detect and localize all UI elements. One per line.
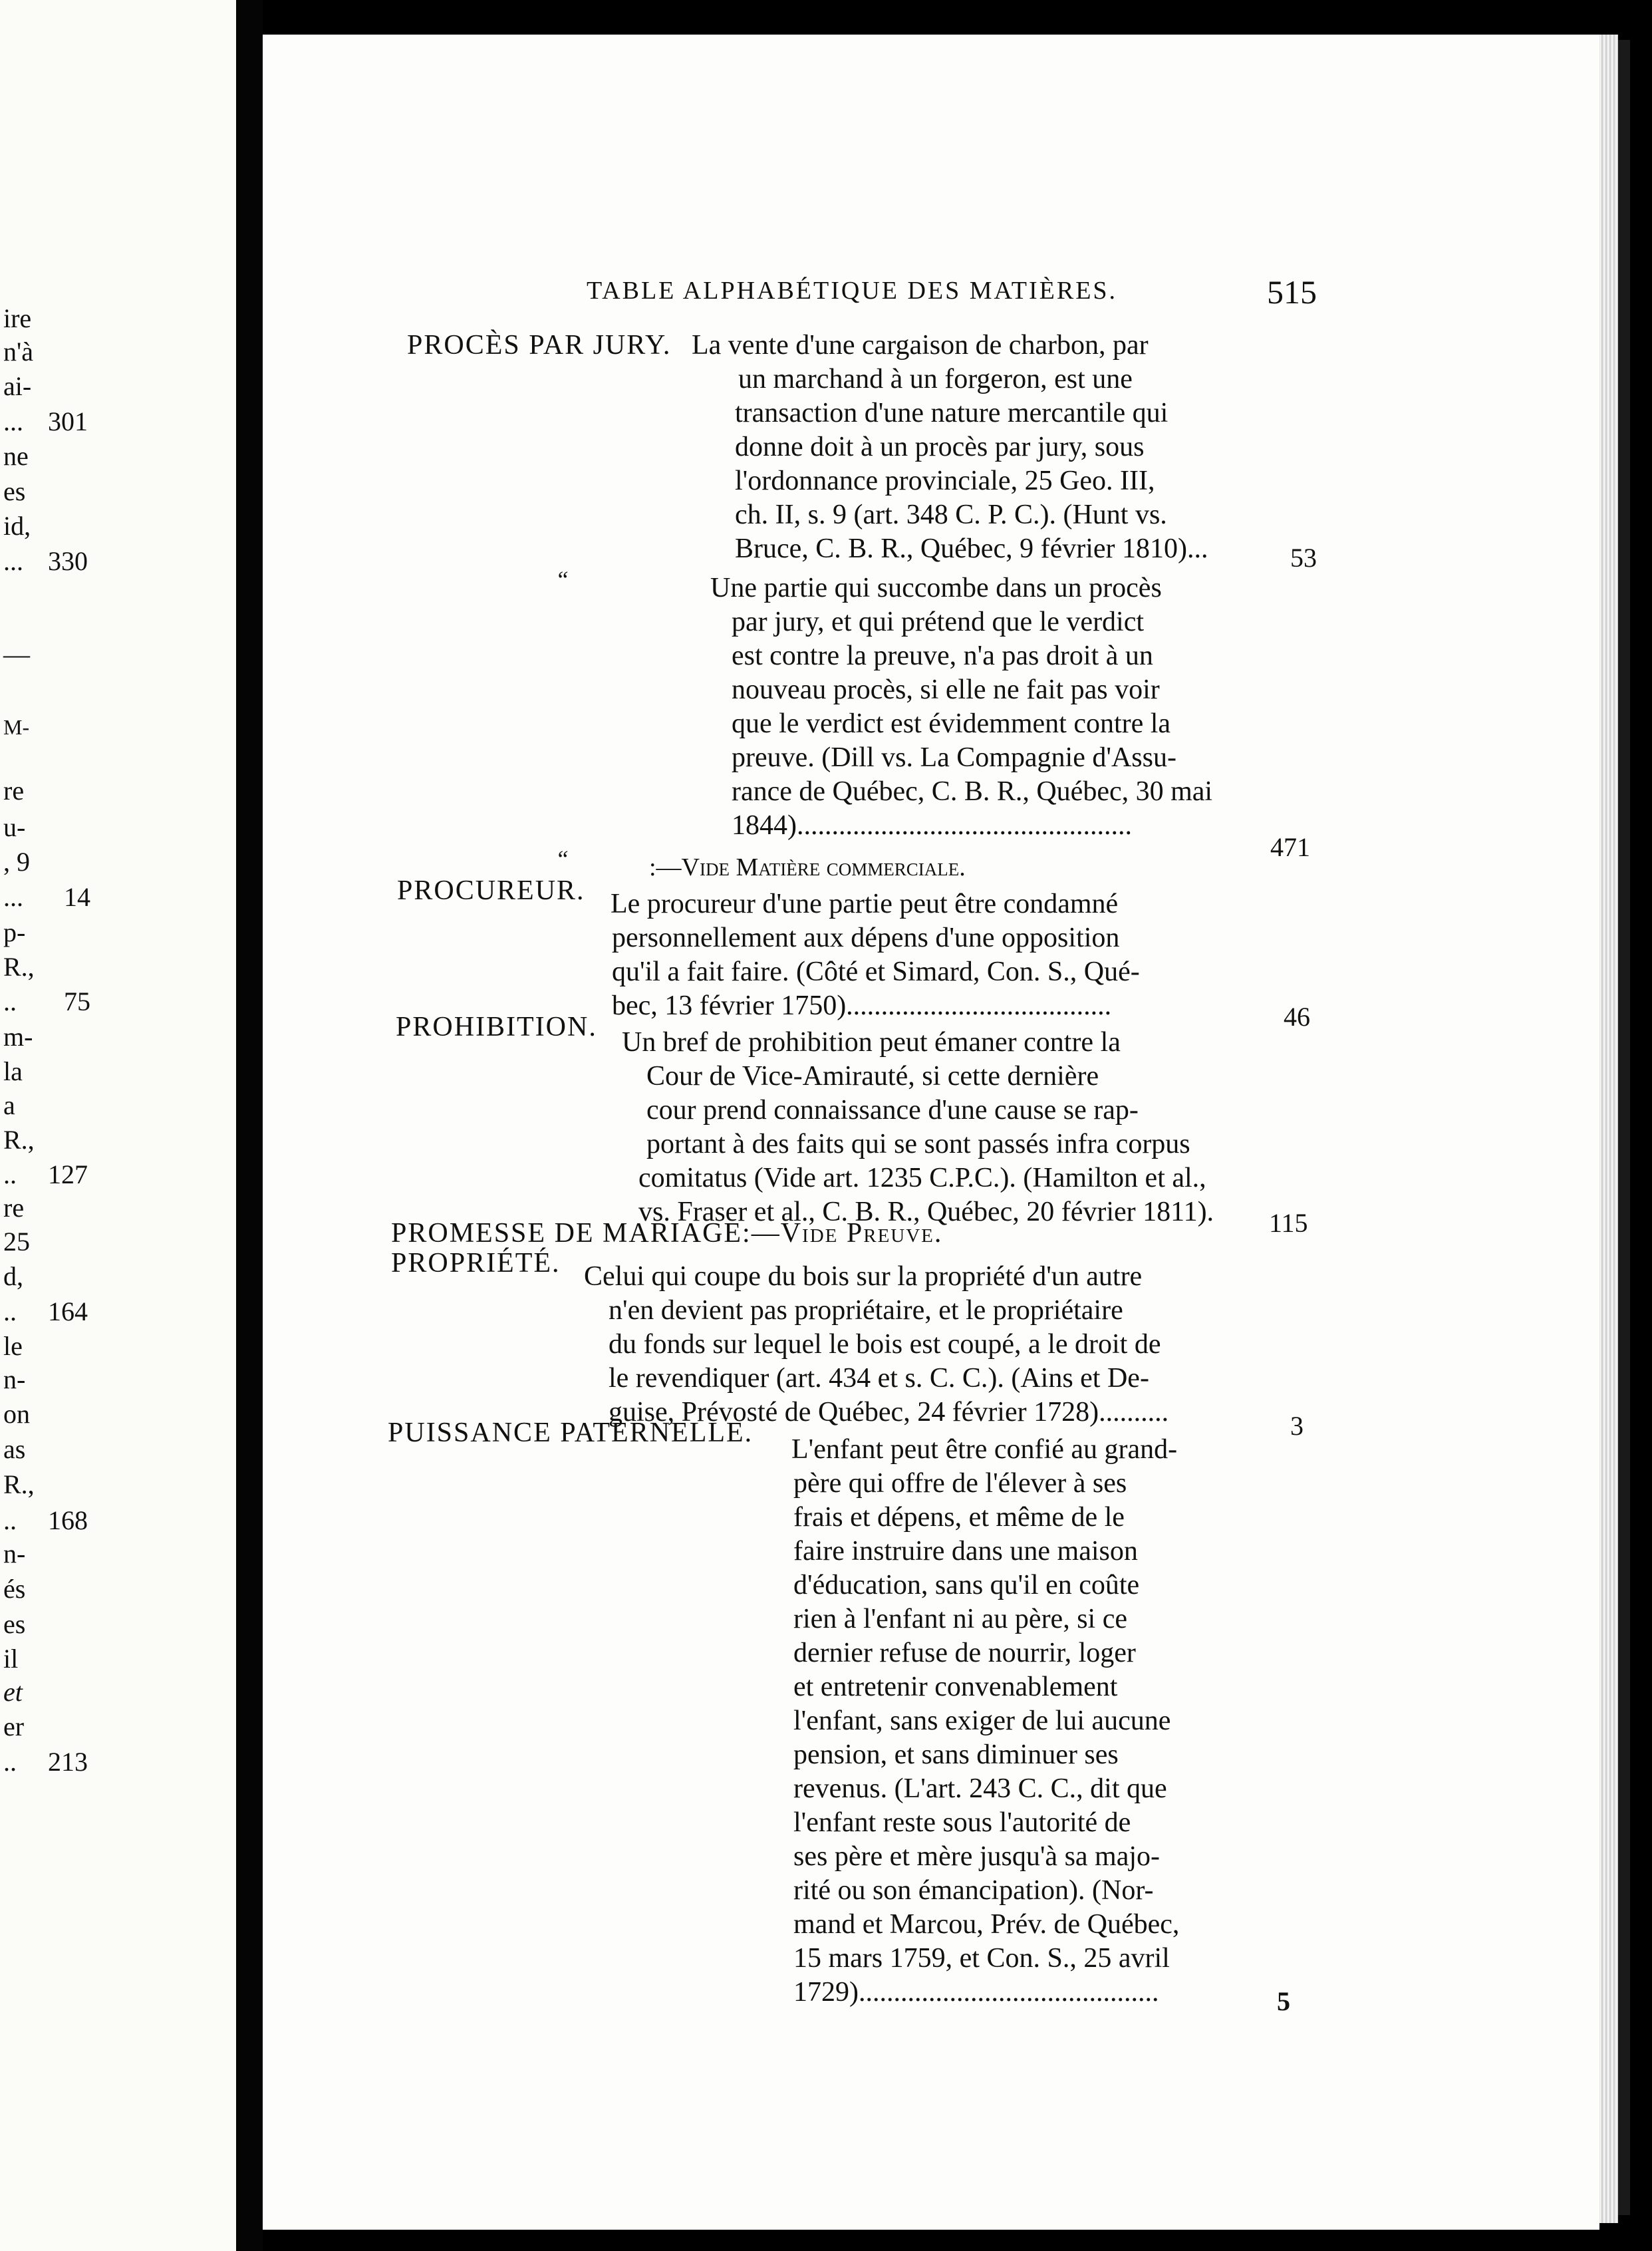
page-reference: 471 — [1270, 832, 1310, 862]
fragment-text: n- — [3, 1364, 26, 1394]
entry-heading: PROHIBITION. — [396, 1012, 597, 1042]
entry-line: transaction d'une nature mercantile qui — [735, 398, 1169, 428]
entry-line: pension, et sans diminuer ses — [793, 1739, 1119, 1770]
page-reference: 301 — [48, 406, 88, 436]
page-reference: 127 — [48, 1159, 88, 1189]
entry-line: le revendiquer (art. 434 et s. C. C.). (Ains et De- — [609, 1363, 1149, 1394]
fragment-text: R., — [3, 1469, 35, 1499]
fragment-text: ne — [3, 441, 29, 471]
fragment-text: m- — [3, 1022, 33, 1052]
page-reference: 5 — [1277, 1986, 1290, 2016]
entry-line: preuve. (Dill vs. La Compagnie d'Assu- — [732, 742, 1176, 773]
entry-line: 15 mars 1759, et Con. S., 25 avril — [793, 1943, 1170, 1974]
fragment-text: p- — [3, 917, 26, 947]
entry-line: cour prend connaissance d'une cause se rap- — [646, 1095, 1139, 1126]
cross-reference: :—Vide Matière commerciale. — [649, 853, 966, 881]
fragment-text: 25 — [3, 1227, 30, 1257]
entry-line: Le procureur d'une partie peut être condamné — [611, 889, 1119, 919]
entry-line: rité ou son émancipation). (Nor- — [793, 1875, 1154, 1906]
fragment-text: a — [3, 1090, 15, 1120]
ditto-mark: “ — [555, 566, 569, 593]
entry-line: et entretenir convenablement — [793, 1672, 1118, 1702]
entry-line: Bruce, C. B. R., Québec, 9 février 1810)... — [735, 533, 1208, 564]
entry-line: ses père et mère jusqu'à sa majo- — [793, 1841, 1161, 1872]
entry-line: dernier refuse de nourrir, loger — [793, 1638, 1136, 1668]
page-reference: 14 — [64, 882, 90, 912]
fragment-text: .. — [3, 986, 17, 1016]
fragment-text: — — [3, 639, 30, 669]
fragment-text: il — [3, 1644, 19, 1674]
entry-line: rien à l'enfant ni au père, si ce — [793, 1604, 1127, 1634]
fragment-text: .. — [3, 1296, 17, 1326]
entry-line: personnellement aux dépens d'une opposition — [612, 923, 1120, 953]
entry-heading: PROCUREUR. — [397, 875, 585, 906]
fragment-text: , 9 — [3, 847, 30, 877]
entry-line: n'en devient pas propriétaire, et le propriétaire — [609, 1295, 1123, 1326]
page-reference: 53 — [1290, 543, 1317, 573]
fragment-text: d, — [3, 1261, 23, 1291]
entry-line: l'enfant reste sous l'autorité de — [793, 1807, 1131, 1838]
page-reference: 46 — [1284, 1002, 1310, 1032]
fragment-text: re — [3, 1193, 25, 1223]
entry-heading: PROCÈS PAR JURY. — [407, 330, 672, 361]
entry-line: qu'il a fait faire. (Côté et Simard, Con. S., Qué- — [612, 957, 1140, 987]
entry-line: l'ordonnance provinciale, 25 Geo. III, — [735, 466, 1155, 496]
entry-line: faire instruire dans une maison — [793, 1536, 1138, 1567]
entry-heading: PROPRIÉTÉ. — [391, 1248, 561, 1278]
fragment-text: id, — [3, 511, 31, 541]
entry-line: L'enfant peut être confié au grand- — [791, 1434, 1178, 1465]
entry-line: du fonds sur lequel le bois est coupé, a le droit de — [609, 1329, 1161, 1360]
fragment-text: és — [3, 1574, 26, 1604]
entry-line: frais et dépens, et même de le — [793, 1502, 1125, 1533]
page-reference: 115 — [1269, 1208, 1308, 1238]
fragment-text: er — [3, 1712, 25, 1741]
fragment-text: R., — [3, 1125, 35, 1155]
page-reference: 330 — [48, 546, 88, 576]
fragment-text: on — [3, 1399, 30, 1429]
entry-line: l'enfant, sans exiger de lui aucune — [793, 1706, 1171, 1736]
page-reference: 3 — [1290, 1411, 1304, 1441]
fragment-text: la — [3, 1056, 23, 1086]
entry-line: d'éducation, sans qu'il en coûte — [793, 1570, 1140, 1600]
entry-line: revenus. (L'art. 243 C. C., dit que — [793, 1773, 1167, 1804]
page-number: 515 — [1267, 273, 1317, 311]
entry-heading: PROMESSE DE MARIAGE:—Vide Preuve. — [391, 1218, 943, 1249]
page-reference: 75 — [64, 986, 90, 1016]
entry-line: Celui qui coupe du bois sur la propriété d'un autre — [584, 1261, 1143, 1292]
fragment-text: et — [3, 1677, 23, 1707]
fragment-text: re — [3, 776, 25, 806]
fragment-text: ai- — [3, 371, 32, 401]
page-reference: 213 — [48, 1747, 88, 1777]
fragment-text: ire — [3, 303, 32, 333]
fragment-text: .. — [3, 1747, 17, 1777]
fragment-text: n'à — [3, 337, 33, 367]
fragment-text: .. — [3, 1159, 17, 1189]
fragment-text: ... — [3, 406, 23, 436]
book-gutter — [236, 0, 263, 2251]
fragment-text: le — [3, 1331, 23, 1361]
fragment-text: R., — [3, 952, 35, 982]
entry-line: mand et Marcou, Prév. de Québec, — [793, 1909, 1180, 1940]
page-reference: 164 — [48, 1296, 88, 1326]
binding-shadow — [1618, 40, 1630, 2215]
entry-line: Un bref de prohibition peut émaner contre la — [622, 1027, 1121, 1058]
entry-line: par jury, et qui prétend que le verdict — [732, 607, 1145, 637]
entry-line: nouveau procès, si elle ne fait pas voir — [732, 675, 1160, 705]
entry-line: Cour de Vice-Amirauté, si cette dernière — [646, 1061, 1099, 1092]
fragment-text: ... — [3, 546, 23, 576]
entry-line: donne doit à un procès par jury, sous — [735, 432, 1145, 462]
entry-line: que le verdict est évidemment contre la — [732, 708, 1171, 739]
fragment-text: as — [3, 1434, 26, 1464]
entry-line: rance de Québec, C. B. R., Québec, 30 mai — [732, 776, 1213, 807]
entry-heading: PUISSANCE PATERNELLE. — [388, 1418, 754, 1448]
entry-line: ch. II, s. 9 (art. 348 C. P. C.). (Hunt vs. — [735, 500, 1167, 530]
entry-line: 1729)........................................... — [793, 1977, 1159, 2008]
fragment-text: M- — [3, 715, 30, 739]
entry-line: est contre la preuve, n'a pas droit à un — [732, 641, 1153, 671]
entry-line: La vente d'une cargaison de charbon, par — [692, 330, 1149, 361]
ditto-mark: “ — [555, 845, 569, 872]
fragment-text: n- — [3, 1539, 26, 1569]
fragment-text: u- — [3, 812, 26, 842]
entry-line: comitatus (Vide art. 1235 C.P.C.). (Hamilton et al., — [638, 1163, 1206, 1193]
page-reference: 168 — [48, 1505, 88, 1535]
fragment-text: es — [3, 1609, 26, 1639]
fragment-text: es — [3, 476, 26, 506]
fragment-text: .. — [3, 1505, 17, 1535]
entry-line: un marchand à un forgeron, est une — [738, 364, 1133, 394]
entry-line: père qui offre de l'élever à ses — [793, 1468, 1127, 1499]
entry-line: guise, Prévosté de Québec, 24 février 1728).......... — [609, 1397, 1169, 1427]
previous-page-fragment — [0, 0, 236, 2251]
entry-line: vs. Fraser et al., C. B. R., Québec, 20 février 1811). — [638, 1197, 1214, 1227]
entry-line: portant à des faits qui se sont passés infra corpus — [646, 1129, 1190, 1159]
running-header: TABLE ALPHABÉTIQUE DES MATIÈRES. — [587, 277, 1118, 305]
entry-line: 1844)................................................ — [732, 810, 1132, 841]
fragment-text: ... — [3, 882, 23, 912]
entry-line: Une partie qui succombe dans un procès — [710, 573, 1162, 603]
entry-line: bec, 13 février 1750)...................................... — [612, 990, 1112, 1021]
page-edges — [1599, 35, 1618, 2223]
